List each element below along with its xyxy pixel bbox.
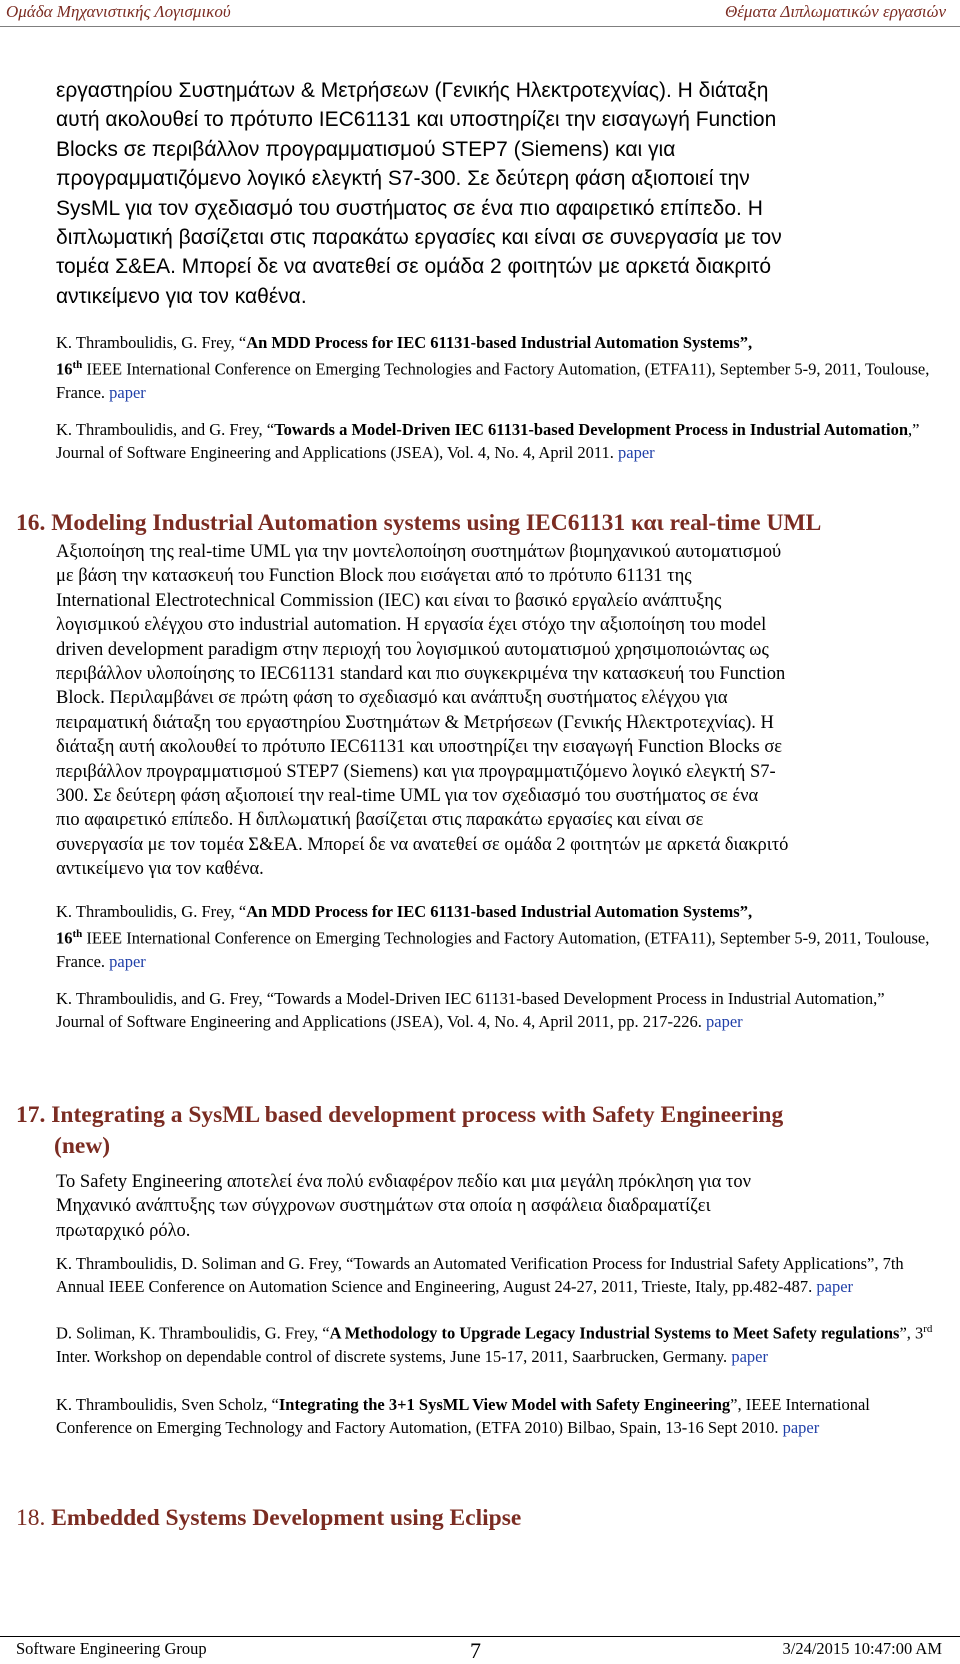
reference-entry: K. Thramboulidis, and G. Frey, “Towards a Model-Driven IEC 61131-based Development Process in Industrial Automation,” Journal of Software Engineering and Applications (JSEA), Vol. 4, No. 4, April 2011. paper <box>56 420 920 462</box>
reference-entry: K. Thramboulidis, Sven Scholz, “Integrating the 3+1 SysML View Model with Safety Engineering”, IEEE International Conference on Emerging Technology and Factory Automation, (ETFA 2010) Bilbao, Spain, 13-16 Sept 2010. paper <box>56 1395 870 1437</box>
body-line: πρωταρχικό ρόλο. <box>56 1220 191 1241</box>
paper-link[interactable]: paper <box>731 1346 768 1366</box>
page-header <box>0 0 960 27</box>
intro-line: SysML για τον σχεδιασμό του συστήματος σε ένα πιο αφαιρετικό επίπεδο. Η <box>56 196 763 220</box>
section-title: Integrating a SysML based development process with Safety Engineering <box>51 1102 784 1128</box>
intro-line: αυτή ακολουθεί το πρότυπο IEC61131 και υποστηρίζει την εισαγωγή Function <box>56 108 777 132</box>
footer-timestamp: 3/24/2015 10:47:00 AM <box>782 1639 942 1658</box>
section-17-body <box>56 1170 946 1243</box>
reference-entry: K. Thramboulidis, D. Soliman and G. Frey, “Towards an Automated Verification Process for Industrial Safety Applications”, 7th Annual IEEE Conference on Automation Science and Engineering, August 24-27, 2011, Trieste, Italy, pp.482-487. paper <box>56 1254 904 1296</box>
section-title: Modeling Industrial Automation systems using IEC61131 και real-time UML <box>51 510 822 536</box>
intro-line: Blocks σε περιβάλλον προγραμματισμού STEP7 (Siemens) και για <box>56 137 676 161</box>
paper-link[interactable]: paper <box>109 382 146 402</box>
reference-title: A Methodology to Upgrade Legacy Industrial Systems to Meet Safety regulations <box>329 1323 900 1343</box>
header-left-text: Ομάδα Μηχανιστικής Λογισμικού <box>6 2 231 21</box>
reference-entry: K. Thramboulidis, G. Frey, “An MDD Process for IEC 61131-based Industrial Automation Systems”, 16th IEEE International Conference on Emerging Technologies and Factory Automation, (ETFA11), September 5-9, 2011, Toulouse, France. paper <box>56 902 930 971</box>
page-footer <box>0 1636 960 1664</box>
body-line: συνεργασία με τον τομέα Σ&ΕΑ. Μπορεί δε να ανατεθεί σε ομάδα 2 φοιτητών με αρκετά διακριτό <box>56 834 789 855</box>
body-line: λογισμικού ελέγχου στο industrial automation. Η εργασία έχει στόχο την αξιοποίηση του model <box>56 615 767 636</box>
section-16-body <box>56 540 946 882</box>
section-number: 16. <box>16 510 46 536</box>
body-line: Το Safety Engineering αποτελεί ένα πολύ ενδιαφέρον πεδίο και μια μεγάλη πρόκληση για τον <box>56 1172 751 1192</box>
section-number: 18. <box>16 1505 46 1531</box>
body-line: πιο αφαιρετικό επίπεδο. Η διπλωματική βασίζεται στις παρακάτω εργασίες και είναι σε <box>56 810 704 831</box>
body-line: 300. Σε δεύτερη φάση αξιοποιεί την real-time UML για τον σχεδιασμό του συστήματος σε ένα <box>56 786 759 807</box>
body-line: Μηχανικό ανάπτυξης των σύγχρονων συστημάτων στα οποία η ασφάλεια διαδραματίζει <box>56 1196 711 1217</box>
paper-link[interactable]: paper <box>816 1277 854 1296</box>
paper-link[interactable]: paper <box>706 1012 743 1031</box>
body-line: περιβάλλον υλοποίησης το IEC61131 standard και πιο συγκεκριμένα την κατασκευή του Function <box>56 664 786 685</box>
reference-title: An MDD Process for IEC 61131-based Industrial Automation Systems <box>246 333 740 352</box>
reference-entry: D. Soliman, K. Thramboulidis, G. Frey, “A Methodology to Upgrade Legacy Industrial Systems to Meet Safety regulations”, 3rd Inter. Workshop on dependable control of discrete systems, June 15-17, 2011, Saarbrucken, Germany. paper <box>56 1323 933 1366</box>
body-line: driven development paradigm στην περιοχή του λογισμικού αυτοματισμού χρησιμοποιώντας ως <box>56 639 769 660</box>
body-line: Αξιοποίηση της real-time UML για την μοντελοποίηση συστημάτων βιομηχανικού αυτοματισμού <box>56 542 782 562</box>
intro-line: τομέα Σ&ΕΑ. Μπορεί δε να ανατεθεί σε ομάδα 2 φοιτητών με αρκετά διακριτό <box>56 255 772 279</box>
section-number: 17. <box>16 1102 46 1128</box>
body-line: αντικείμενο για τον καθένα. <box>56 859 264 880</box>
reference-entry: K. Thramboulidis, and G. Frey, “Towards a Model-Driven IEC 61131-based Development Process in Industrial Automation,” Journal of Software Engineering and Applications (JSEA), Vol. 4, No. 4, April 2011, pp. 217-226. paper <box>56 989 885 1031</box>
footer-left-text: Software Engineering Group <box>16 1639 207 1658</box>
section-17-heading <box>16 1100 783 1162</box>
intro-line: αντικείμενο για τον καθένα. <box>56 284 307 308</box>
page-number: 7 <box>470 1638 481 1663</box>
intro-line: εργαστηρίου Συστημάτων & Μετρήσεων (Γενικής Ηλεκτροτεχνίας). Η διάταξη <box>56 79 769 102</box>
intro-line: διπλωματική βασίζεται στις παρακάτω εργασίες και είναι σε συνεργασία με τον <box>56 226 782 250</box>
body-line: Block. Περιλαμβάνει σε πρώτη φάση το σχεδιασμό και ανάπτυξη συστήματος ελέγχου για <box>56 688 728 709</box>
intro-line: προγραμματιζόμενο λογικό ελεγκτή S7-300. Σε δεύτερη φάση αξιοποιεί την <box>56 167 750 191</box>
body-line: με βάση την κατασκευή του Function Block που εισάγεται από το πρότυπο 61131 της <box>56 566 692 587</box>
section-title-continued: (new) <box>54 1133 111 1159</box>
paper-link[interactable]: paper <box>618 443 655 462</box>
reference-title: Integrating the 3+1 SysML View Model with Safety Engineering <box>278 1395 731 1414</box>
reference-entry: K. Thramboulidis, G. Frey, “An MDD Process for IEC 61131-based Industrial Automation Systems”, 16th IEEE International Conference on Emerging Technologies and Factory Automation, (ETFA11), September 5-9, 2011, Toulouse, France. paper <box>56 333 930 402</box>
paper-link[interactable]: paper <box>782 1418 820 1437</box>
intro-paragraph <box>56 76 936 311</box>
section-title: Embedded Systems Development using Eclipse <box>51 1505 522 1531</box>
header-right-text: Θέματα Διπλωματικών εργασιών <box>724 2 946 21</box>
body-line: International Electrotechnical Commission (IEC) και είναι το βασικό εργαλείο ανάπτυξης <box>56 590 722 611</box>
body-line: πειραματική διάταξη του εργαστηρίου Συστημάτων & Μετρήσεων (Γενικής Ηλεκτροτεχνίας). Η <box>56 712 774 733</box>
section-16-heading <box>16 508 821 539</box>
paper-link[interactable]: paper <box>109 951 146 971</box>
section-18-heading <box>16 1503 521 1534</box>
body-line: περιβάλλον προγραμματισμού STEP7 (Siemens) και για προγραμματιζόμενο λογικό ελεγκτή S7- <box>56 761 776 782</box>
reference-title: An MDD Process for IEC 61131-based Industrial Automation Systems <box>246 902 740 921</box>
reference-title: Towards a Model-Driven IEC 61131-based Development Process in Industrial Automation <box>274 420 909 439</box>
body-line: διάταξη αυτή ακολουθεί το πρότυπο IEC61131 και υποστηρίζει την εισαγωγή Function Blocks σε <box>56 737 783 758</box>
